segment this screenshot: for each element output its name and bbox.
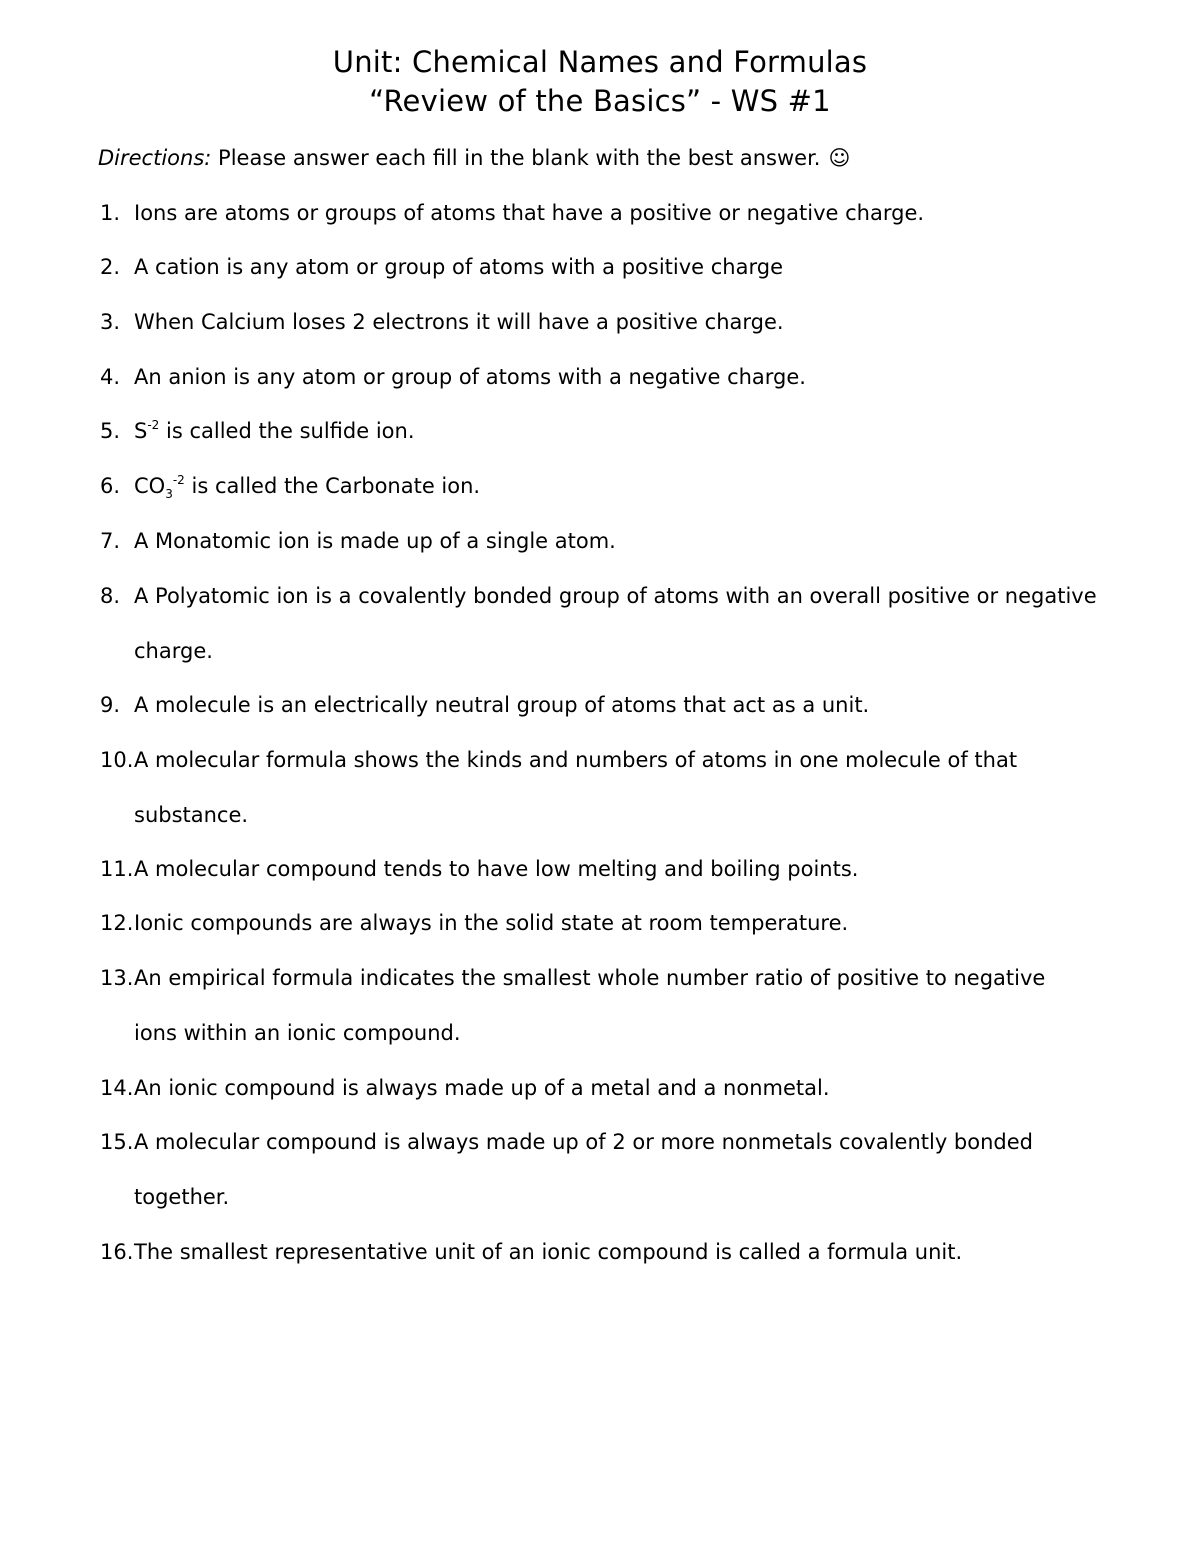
item-number: 5. bbox=[100, 419, 121, 443]
item-text bbox=[134, 416, 1124, 446]
item-text-rest: is called the sulfide ion. bbox=[159, 419, 415, 443]
item-number: 15. bbox=[100, 1130, 134, 1154]
item-text: Ions are atoms or groups of atoms that have a positive or negative charge. bbox=[134, 201, 925, 225]
item-number: 3. bbox=[100, 310, 121, 334]
item-text: A Monatomic ion is made up of a single atom. bbox=[134, 529, 616, 553]
ion-charge: -2 bbox=[172, 473, 185, 487]
item-text: Ionic compounds are always in the solid state at room temperature. bbox=[134, 911, 849, 935]
page-subtitle: “Review of the Basics” - WS #1 bbox=[369, 84, 831, 118]
item-number: 13. bbox=[100, 966, 134, 990]
item-text: A molecular compound tends to have low melting and boiling points. bbox=[134, 857, 859, 881]
item-number: 7. bbox=[100, 529, 121, 553]
item-number: 11. bbox=[100, 857, 134, 881]
item-number: 10. bbox=[100, 748, 134, 772]
item-text: The smallest representative unit of an ionic compound is called a formula unit. bbox=[134, 1240, 963, 1264]
item-text: A cation is any atom or group of atoms with a positive charge bbox=[134, 255, 783, 279]
ion-charge: -2 bbox=[147, 418, 160, 432]
directions-text: Please answer each fill in the blank with the best answer. bbox=[211, 146, 821, 170]
ion-symbol: S bbox=[134, 419, 148, 443]
item-text: A molecular compound is always made up of 2 or more nonmetals covalently bonded together. bbox=[134, 1130, 1034, 1209]
item-text: A Polyatomic ion is a covalently bonded group of atoms with an overall positive or negative charge. bbox=[134, 584, 1097, 663]
item-text-rest: is called the Carbonate ion. bbox=[184, 474, 481, 498]
item-text: A molecule is an electrically neutral group of atoms that act as a unit. bbox=[134, 693, 870, 717]
item-number: 6. bbox=[100, 474, 121, 498]
item-number: 9. bbox=[100, 693, 121, 717]
item-number: 2. bbox=[100, 255, 121, 279]
page-title: Unit: Chemical Names and Formulas bbox=[332, 45, 868, 79]
directions bbox=[98, 143, 1158, 173]
item-number: 4. bbox=[100, 365, 121, 389]
item-number: 1. bbox=[100, 201, 121, 225]
item-text: An ionic compound is always made up of a metal and a nonmetal. bbox=[134, 1076, 830, 1100]
item-number: 16. bbox=[100, 1240, 134, 1264]
item-number: 14. bbox=[100, 1076, 134, 1100]
item-text: An empirical formula indicates the smallest whole number ratio of positive to negative ions within an ionic compound. bbox=[134, 966, 1046, 1045]
item-number: 12. bbox=[100, 911, 134, 935]
item-number: 8. bbox=[100, 584, 121, 608]
item-text bbox=[134, 471, 1124, 501]
item-text: An anion is any atom or group of atoms with a negative charge. bbox=[134, 365, 806, 389]
ion-subscript: 3 bbox=[165, 487, 173, 501]
smiley-icon: ☺ bbox=[828, 146, 851, 170]
directions-label: Directions: bbox=[98, 146, 212, 170]
ion-symbol: CO bbox=[134, 474, 166, 498]
item-text: A molecular formula shows the kinds and numbers of atoms in one molecule of that substance. bbox=[134, 748, 1018, 827]
item-text: When Calcium loses 2 electrons it will have a positive charge. bbox=[134, 310, 784, 334]
